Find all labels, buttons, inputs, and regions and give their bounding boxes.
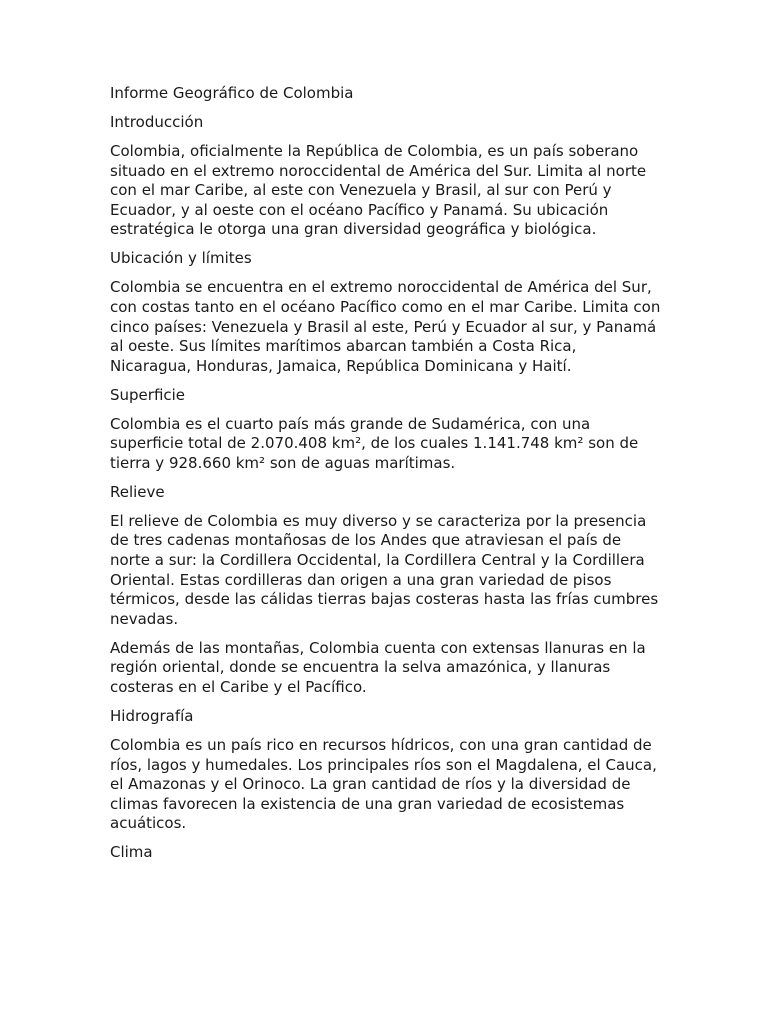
paragraph-ubicacion-limites: Colombia se encuentra en el extremo noroccidental de América del Sur, con costas tanto en el océano Pacífico como en el mar Caribe. Limita con cinco países: Venezuela y Brasil al este, Perú y Ecuador al sur, y Panamá al oeste. Sus límites marítimos abarcan también a Costa Rica, Nicaragua, Honduras, Jamaica, República Dominicana y Haití. bbox=[110, 278, 661, 375]
paragraph-relieve-1: El relieve de Colombia es muy diverso y se caracteriza por la presencia de tres cadenas montañosas de los Andes que atraviesan el país de norte a sur: la Cordillera Occidental, la Cordillera Central y la Cordillera Oriental. Estas cordilleras dan origen a una gran variedad de pisos térmicos, desde las cálidas tierras bajas costeras hasta las frías cumbres nevadas. bbox=[110, 511, 659, 628]
paragraph-hidrografia: Colombia es un país rico en recursos hídricos, con una gran cantidad de ríos, lagos y humedales. Los principales ríos son el Magdalena, el Cauca, el Amazonas y el Orinoco. La gran cantidad de ríos y la diversidad de climas favorecen la existencia de una gran variedad de ecosistemas acuáticos. bbox=[110, 735, 657, 833]
heading-relieve: Relieve bbox=[110, 482, 165, 501]
heading-hidrografia: Hidrografía bbox=[110, 706, 194, 725]
heading-clima: Clima bbox=[110, 843, 153, 862]
heading-superficie: Superficie bbox=[110, 385, 186, 404]
heading-introduccion: Introducción bbox=[110, 112, 204, 131]
paragraph-superficie: Colombia es el cuarto país más grande de Sudamérica, con una superficie total de 2.070.408 km², de los cuales 1.141.748 km² son de tierra y 928.660 km² son de aguas marítimas. bbox=[110, 414, 639, 472]
heading-ubicacion-limites: Ubicación y límites bbox=[110, 249, 252, 268]
document-page bbox=[110, 84, 662, 872]
paragraph-relieve-2: Además de las montañas, Colombia cuenta con extensas llanuras en la región oriental, donde se encuentra la selva amazónica, y llanuras costeras en el Caribe y el Pacífico. bbox=[110, 638, 646, 696]
document-title: Informe Geográfico de Colombia bbox=[110, 84, 354, 102]
paragraph-introduccion: Colombia, oficialmente la República de Colombia, es un país soberano situado en el extremo noroccidental de América del Sur. Limita al norte con el mar Caribe, al este con Venezuela y Brasil, al sur con Perú y Ecuador, y al oeste con el océano Pacífico y Panamá. Su ubicación estratégica le otorga una gran diversidad geográfica y biológica. bbox=[110, 141, 647, 239]
